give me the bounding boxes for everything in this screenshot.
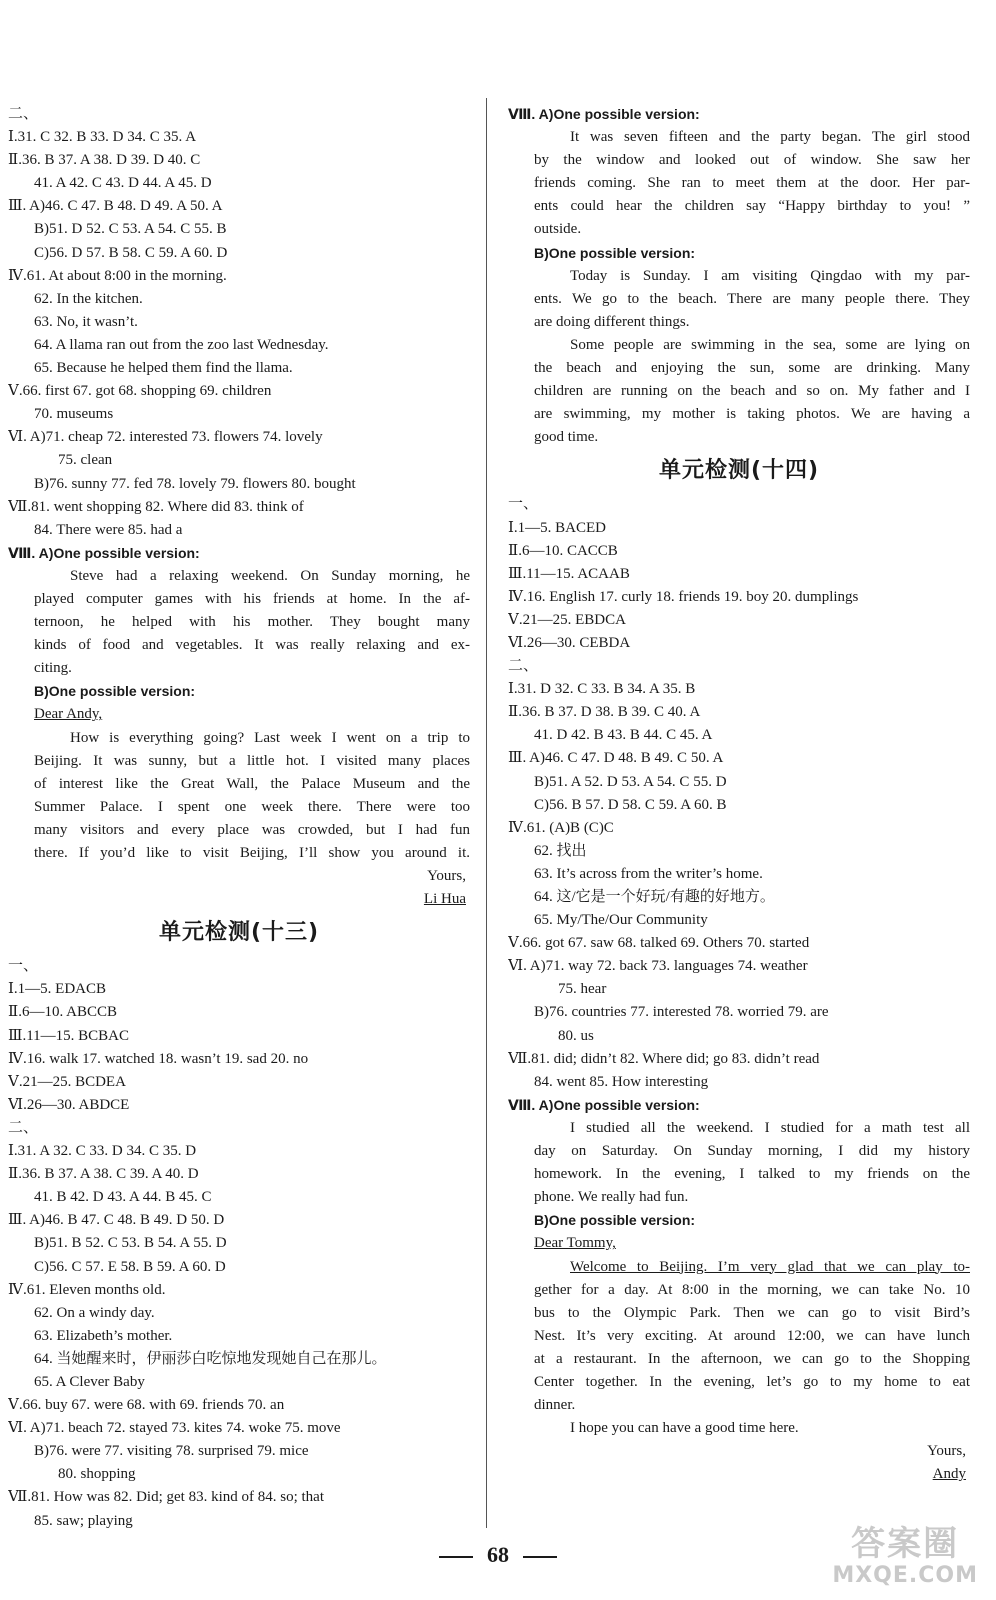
text-line: are doing different things.: [534, 313, 690, 330]
text-line: 84. went 85. How interesting: [534, 1073, 709, 1090]
text-line: Ⅱ.6—10. CACCB: [508, 542, 618, 559]
text-line: the beach and enjoying the sun, some are drinking. Many: [534, 360, 970, 377]
page-number-text: 68: [487, 1542, 509, 1567]
text-line: 62. 找出: [534, 842, 587, 859]
text-line: Ⅰ.31. A 32. C 33. D 34. C 35. D: [8, 1143, 197, 1160]
watermark-en: MXQE.COM: [832, 1563, 978, 1588]
column-divider: [486, 98, 487, 1528]
text-line: ents. We go to the beach. There are many people there. They: [534, 290, 970, 307]
text-line: 二、: [8, 1119, 39, 1136]
text-line: It was seven fifteen and the party began. The girl stood: [570, 129, 970, 146]
text-line: Nest. It’s very exciting. At around 12:00, we can have lunch: [534, 1327, 970, 1344]
text-line: Ⅵ. A)71. way 72. back 73. languages 74. weather: [508, 958, 808, 975]
left-column: [8, 103, 470, 1533]
text-line: B)76. were 77. visiting 78. surprised 79. mice: [34, 1443, 309, 1460]
text-line: 41. D 42. B 43. B 44. C 45. A: [534, 727, 713, 744]
text-line: C)56. D 57. B 58. C 59. A 60. D: [34, 244, 228, 261]
text-line: children are running on the beach and so on. My father and I: [534, 383, 970, 400]
text-line: Ⅶ.81. went shopping 82. Where did 83. think of: [8, 498, 304, 515]
text-line: by the window and looked out of window. She saw her: [534, 152, 970, 169]
text-line: friends coming. She ran to meet them at the door. Her par-: [534, 175, 970, 192]
text-line: Ⅱ.36. B 37. A 38. D 39. D 40. C: [8, 152, 201, 169]
text-line: C)56. C 57. E 58. B 59. A 60. D: [34, 1258, 226, 1275]
text-line: Ⅲ. A)46. B 47. C 48. B 49. D 50. D: [8, 1212, 225, 1229]
text-line: Ⅵ.26—30. ABDCE: [8, 1096, 130, 1113]
text-line: C)56. B 57. D 58. C 59. A 60. B: [534, 796, 727, 813]
text-line: kinds of food and vegetables. It was really relaxing and ex-: [34, 637, 470, 654]
text-line: Ⅴ.66. first 67. got 68. shopping 69. children: [8, 383, 272, 400]
text-line: played computer games with his friends at home. In the af-: [34, 590, 470, 607]
text-line: Ⅰ.31. D 32. C 33. B 34. A 35. B: [508, 681, 696, 698]
text-line: Welcome to Beijing. I’m very glad that we can play to-: [570, 1258, 970, 1275]
text-line: 65. Because he helped them find the llama.: [34, 360, 293, 377]
text-line: 63. It’s across from the writer’s home.: [534, 865, 763, 882]
text-line: Li Hua: [423, 891, 466, 908]
text-line: Ⅲ. A)46. C 47. D 48. B 49. C 50. A: [508, 750, 724, 767]
text-line: 64. 这/它是一个好玩/有趣的好地方。: [534, 889, 775, 905]
text-line: 63. Elizabeth’s mother.: [34, 1327, 173, 1344]
text-line: homework. In the evening, I talked to my friends on the: [534, 1166, 970, 1183]
text-line: B)51. A 52. D 53. A 54. C 55. D: [534, 773, 727, 790]
text-line: gether for a day. At 8:00 in the morning, we can take No. 10: [534, 1281, 970, 1298]
text-line: ternoon, he helped with his mother. They bought many: [34, 614, 470, 631]
text-line: Ⅰ.31. C 32. B 33. D 34. C 35. A: [8, 129, 197, 146]
text-line: Ⅴ.21—25. BCDEA: [8, 1073, 126, 1090]
text-line: Ⅱ.6—10. ABCCB: [8, 1004, 117, 1021]
text-line: Beijing. It was sunny, but a little hot. I visited many places: [34, 752, 470, 769]
text-line: ents could hear the children say “Happy birthday to you! ”: [534, 198, 970, 215]
text-line: I studied all the weekend. I studied for a math test all: [570, 1119, 970, 1136]
watermark-logo: [832, 1525, 978, 1588]
text-line: Ⅰ.1—5. EDACB: [8, 981, 107, 998]
text-line: 63. No, it wasn’t.: [34, 313, 138, 330]
text-line: at a restaurant. In the afternoon, we can go to the Shopping: [534, 1350, 970, 1367]
text-line: Ⅳ.61. Eleven months old.: [8, 1281, 166, 1298]
text-line: good time.: [534, 429, 599, 446]
text-line: 75. clean: [58, 452, 113, 469]
text-line: bus to the Olympic Park. Then we can go to visit Bird’s: [534, 1304, 970, 1321]
right-column: [508, 103, 970, 1486]
text-line: B)76. countries 77. interested 78. worried 79. are: [534, 1004, 829, 1021]
text-line: 41. A 42. C 43. D 44. A 45. D: [34, 175, 212, 192]
text-line: 二、: [508, 658, 539, 675]
text-line: Dear Andy,: [34, 706, 103, 723]
text-line: Ⅲ.11—15. ACAAB: [508, 565, 630, 582]
text-line: Center together. In the evening, let’s go to my home to eat: [534, 1373, 970, 1390]
text-line: Ⅱ.36. B 37. D 38. B 39. C 40. A: [508, 704, 701, 721]
text-line: 80. shopping: [58, 1466, 136, 1483]
text-line: Today is Sunday. I am visiting Qingdao with my par-: [570, 267, 970, 284]
section-heading: 单元检测(十三): [158, 920, 320, 946]
text-line: there. If you’d like to visit Beijing, I’ll show you around it.: [34, 845, 470, 861]
text-line: citing.: [34, 660, 72, 677]
text-line: 一、: [8, 958, 39, 975]
text-line: Ⅷ. A)One possible version:: [8, 544, 200, 561]
text-line: Ⅳ.61. (A)B (C)C: [508, 819, 614, 836]
text-line: How is everything going? Last week I went on a trip to: [70, 729, 470, 746]
text-line: 64. 当她醒来时，伊丽莎白吃惊地发现她自己在那儿。: [34, 1350, 387, 1367]
text-line: Ⅵ. A)71. cheap 72. interested 73. flowers 74. lovely: [8, 429, 323, 446]
text-line: B)51. D 52. C 53. A 54. C 55. B: [34, 221, 227, 238]
text-line: 62. In the kitchen.: [34, 290, 143, 307]
text-line: Ⅳ.61. At about 8:00 in the morning.: [8, 267, 227, 284]
text-line: 65. My/The/Our Community: [534, 912, 708, 929]
text-line: of interest like the Great Wall, the Palace Museum and the: [34, 775, 470, 792]
text-line: 41. B 42. D 43. A 44. B 45. C: [34, 1189, 212, 1206]
text-line: B)One possible version:: [34, 683, 196, 700]
text-line: Ⅴ.21—25. EBDCA: [508, 611, 626, 628]
text-line: Ⅲ.11—15. BCBAC: [8, 1027, 130, 1044]
text-line: Ⅴ.66. got 67. saw 68. talked 69. Others 70. started: [508, 935, 810, 952]
text-line: Ⅷ. A)One possible version:: [508, 106, 700, 122]
text-line: Ⅷ. A)One possible version:: [508, 1096, 700, 1113]
text-line: many visitors and every place was crowded, but I had fun: [34, 821, 470, 838]
dash-right: [523, 1556, 557, 1558]
text-line: 62. On a windy day.: [34, 1304, 155, 1321]
text-line: Yours,: [427, 868, 466, 885]
dash-left: [439, 1556, 473, 1558]
text-line: 85. saw; playing: [34, 1512, 133, 1529]
text-line: Ⅵ.26—30. CEBDA: [508, 634, 631, 651]
text-line: 80. us: [558, 1027, 594, 1044]
text-line: 75. hear: [558, 981, 607, 998]
text-line: Andy: [932, 1466, 966, 1483]
watermark-cn: 答案圈: [851, 1524, 960, 1564]
text-line: day on Saturday. On Sunday morning, I did my history: [534, 1143, 970, 1160]
text-line: Some people are swimming in the sea, some are lying on: [570, 336, 970, 353]
text-line: Ⅴ.66. buy 67. were 68. with 69. friends 70. an: [8, 1397, 285, 1414]
text-line: Ⅲ. A)46. C 47. B 48. D 49. A 50. A: [8, 198, 223, 215]
text-line: 70. museums: [34, 406, 114, 423]
text-line: B)One possible version:: [534, 1212, 696, 1229]
text-line: 65. A Clever Baby: [34, 1373, 145, 1390]
text-line: 一、: [508, 496, 539, 513]
text-line: Ⅱ.36. B 37. A 38. C 39. A 40. D: [8, 1166, 199, 1183]
text-line: are swimming, my mother is taking photos. We are having a: [534, 406, 970, 423]
text-line: Ⅶ.81. did; didn’t 82. Where did; go 83. didn’t read: [508, 1050, 820, 1067]
text-line: Steve had a relaxing weekend. On Sunday morning, he: [70, 567, 470, 584]
text-line: Ⅶ.81. How was 82. Did; get 83. kind of 84. so; that: [8, 1489, 325, 1506]
text-line: Yours,: [927, 1443, 966, 1460]
text-line: Ⅰ.1—5. BACED: [508, 519, 607, 536]
text-line: 二、: [8, 106, 39, 122]
text-line: phone. We really had fun.: [534, 1189, 689, 1206]
text-line: B)51. B 52. C 53. B 54. A 55. D: [34, 1235, 227, 1252]
text-line: Ⅳ.16. English 17. curly 18. friends 19. boy 20. dumplings: [508, 588, 859, 605]
text-line: Summer Palace. I spent one week there. There were too: [34, 798, 470, 815]
text-line: Dear Tommy,: [534, 1235, 616, 1252]
text-line: I hope you can have a good time here.: [570, 1420, 799, 1437]
text-line: outside.: [534, 221, 582, 238]
text-line: B)76. sunny 77. fed 78. lovely 79. flowers 80. bought: [34, 475, 356, 492]
text-line: 84. There were 85. had a: [34, 521, 183, 538]
text-line: dinner.: [534, 1397, 576, 1414]
text-line: Ⅳ.16. walk 17. watched 18. wasn’t 19. sad 20. no: [8, 1050, 309, 1067]
text-line: B)One possible version:: [534, 244, 696, 261]
text-line: 64. A llama ran out from the zoo last Wednesday.: [34, 336, 329, 353]
section-heading: 单元检测(十四): [658, 458, 820, 484]
text-line: Ⅵ. A)71. beach 72. stayed 73. kites 74. woke 75. move: [8, 1420, 341, 1437]
